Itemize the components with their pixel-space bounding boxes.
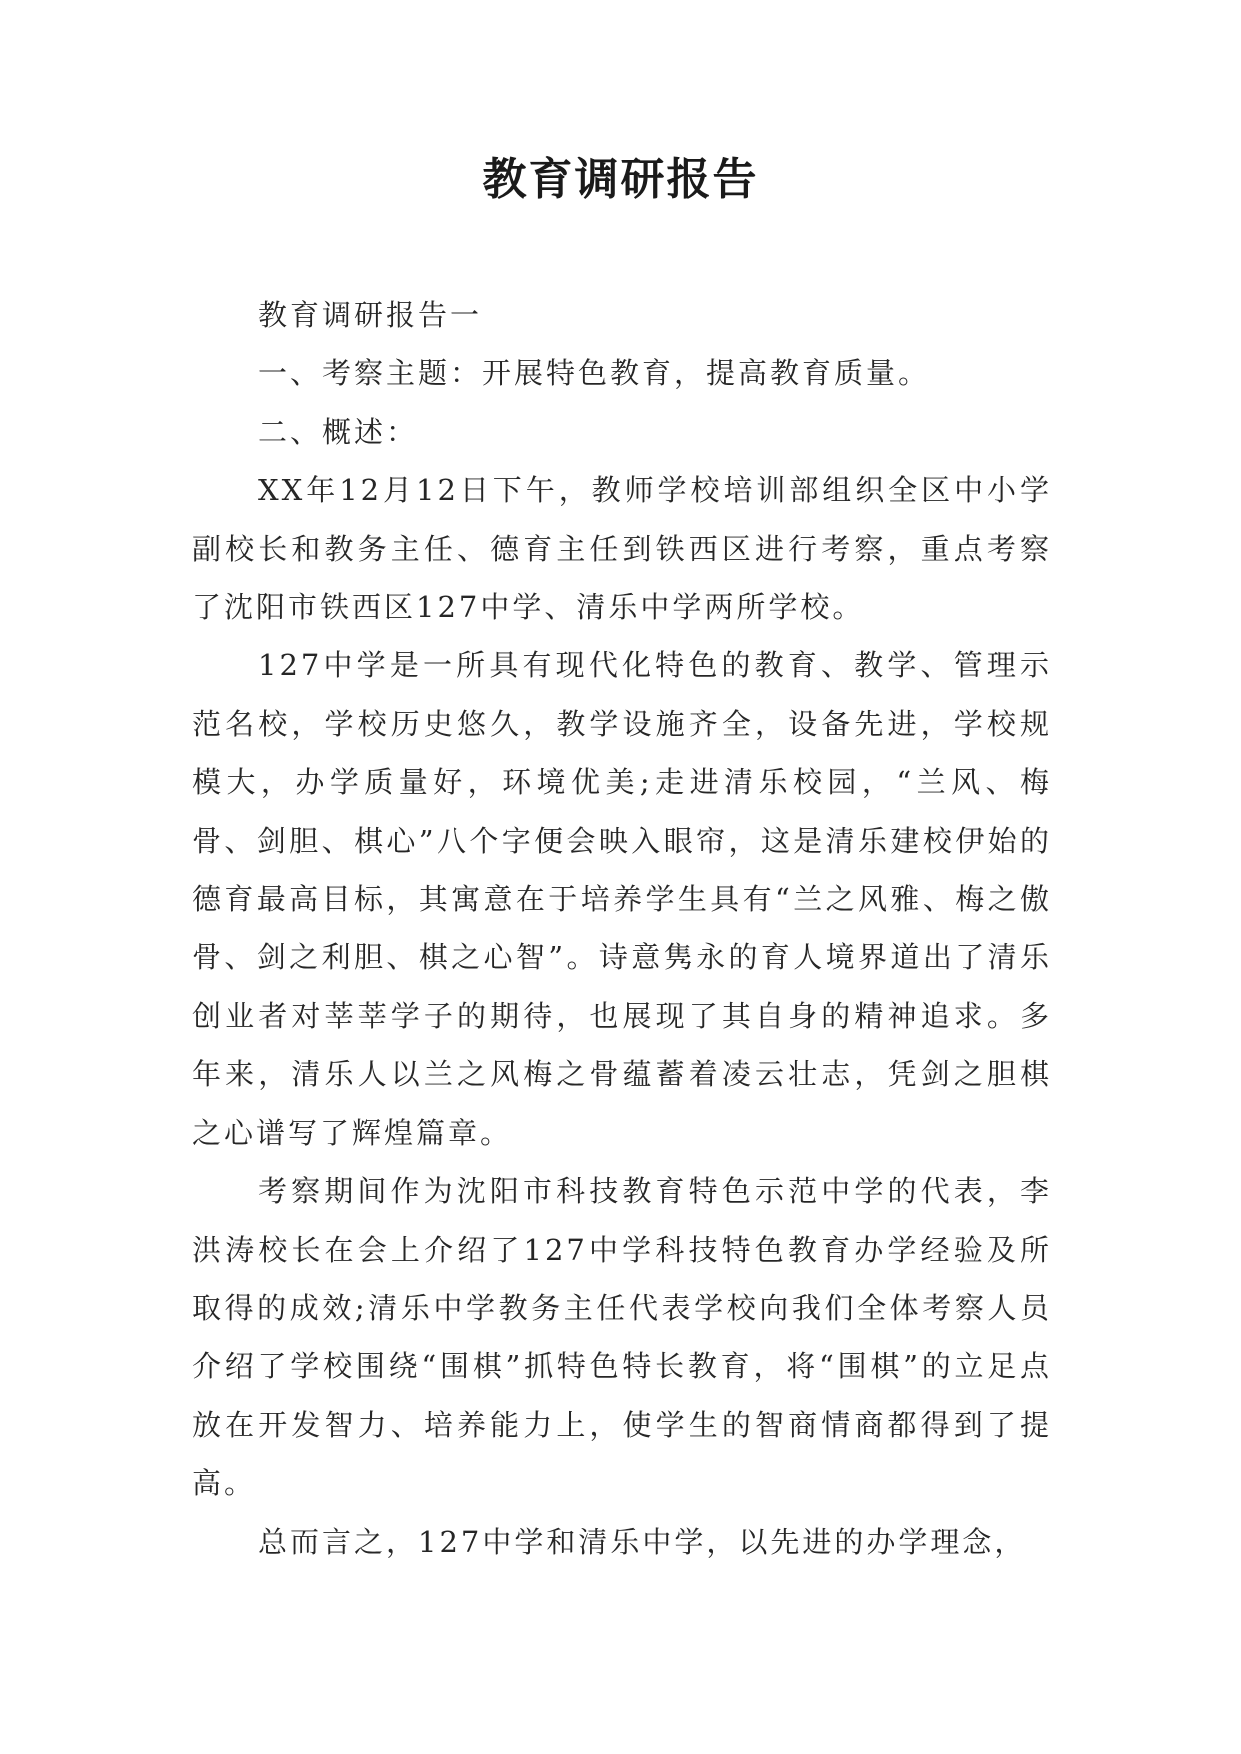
paragraph-school-127: 127中学是一所具有现代化特色的教育、教学、管理示范名校，学校历史悠久，教学设施齐全，设备先进，学校规模大，办学质量好，环境优美;走进清乐校园，“兰风、梅骨、剑胆、棋心”八个字便会映入眼帘，这是清乐建校伊始的德育最高目标，其寓意在于培养学生具有“兰之风雅、梅之傲骨、剑之利胆、棋之心智”。诗意隽永的育人境界道出了清乐创业者对莘莘学子的期待，也展现了其自身的精神追求。多年来，清乐人以兰之风梅之骨蕴蓄着凌云壮志，凭剑之胆棋之心谱写了辉煌篇章。 [192,648,1052,1150]
paragraph-overview: XX年12月12日下午，教师学校培训部组织全区中小学副校长和教务主任、德育主任到铁西区进行考察，重点考察了沈阳市铁西区127中学、清乐中学两所学校。 [192,473,1052,625]
paragraph-subtitle: 教育调研报告一 [258,298,483,332]
paragraph-overview-heading: 二、概述： [258,414,419,449]
paragraph-topic: 一、考察主题：开展特色教育，提高教育质量。 [258,356,931,391]
paragraph-inspection: 考察期间作为沈阳市科技教育特色示范中学的代表，李洪涛校长在会上介绍了127中学科技特色教育办学经验及所取得的成效;清乐中学教务主任代表学校向我们全体考察人员介绍了学校围绕“围棋”抓特色特长教育，将“围棋”的立足点放在开发智力、培养能力上，使学生的智商情商都得到了提高。 [192,1174,1052,1501]
document-title: 教育调研报告 [482,154,759,205]
document-body [192,286,1052,1571]
paragraph-summary: 总而言之，127中学和清乐中学，以先进的办学理念， [258,1524,1027,1559]
